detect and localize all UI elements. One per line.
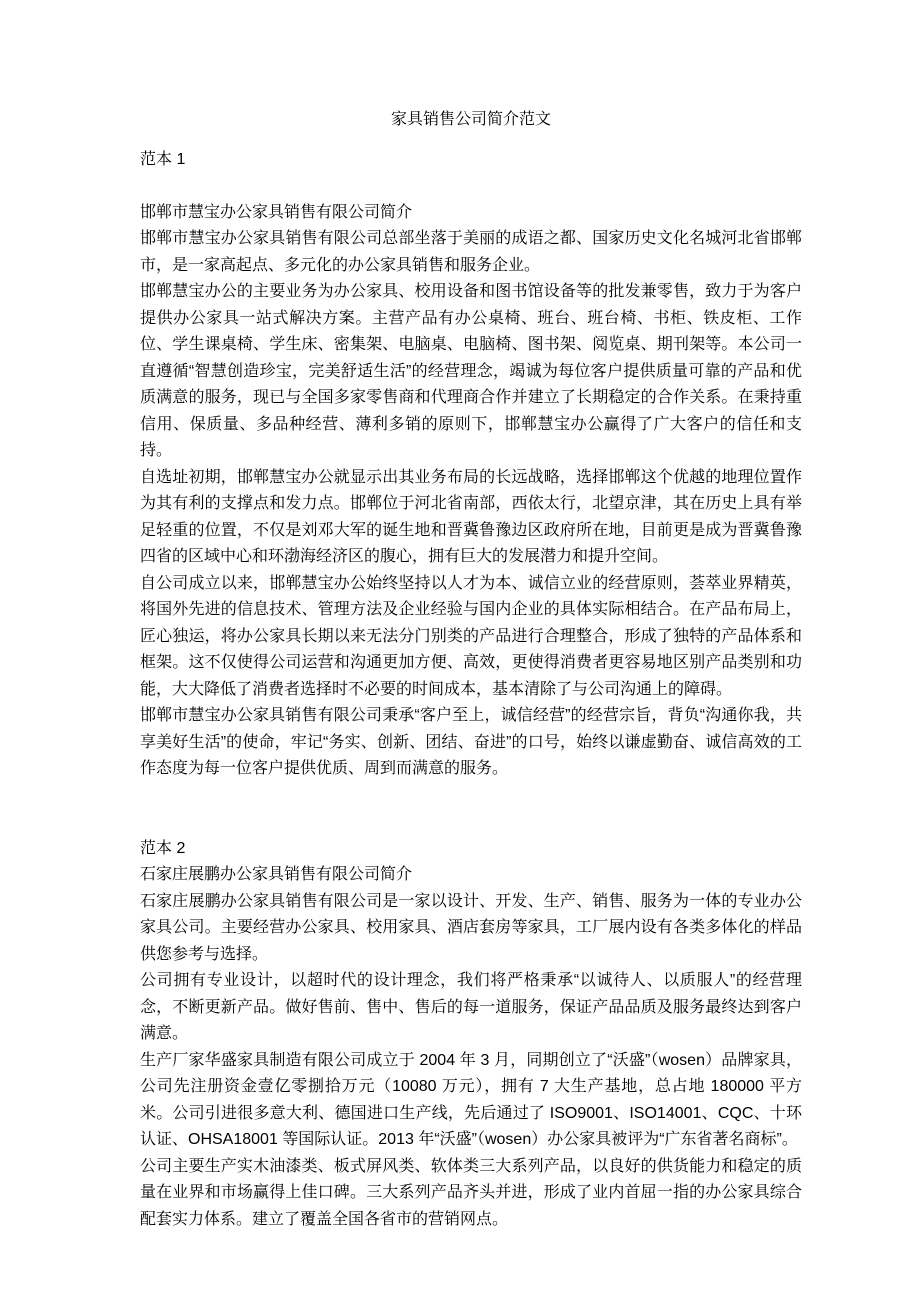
sample1-paragraph-2: 邯郸慧宝办公的主要业务为办公家具、校用设备和图书馆设备等的批发兼零售，致力于为客户提供办公家具一站式解决方案。主营产品有办公桌椅、班台、班台椅、书柜、铁皮柜、工作位、学生课桌椅、学生床、密集架、电脑桌、电脑椅、图书架、阅览桌、期刊架等。本公司一直遵循“智慧创造珍宝，完美舒适生活”的经营理念，竭诚为每位客户提供质量可靠的产品和优质满意的服务，现已与全国多家零售商和代理商合作并建立了长期稳定的合作关系。在秉持重信用、保质量、多品种经营、薄利多销的原则下，邯郸慧宝办公赢得了广大客户的信任和支持。	[140, 283, 802, 459]
sample2-paragraph-2: 公司拥有专业设计，以超时代的设计理念，我们将严格秉承“以诚待人、以质服人”的经营理念，不断更新产品。做好售前、售中、售后的每一道服务，保证产品品质及服务最终达到客户满意。	[140, 972, 802, 1042]
sample1-paragraph-1: 邯郸市慧宝办公家具销售有限公司总部坐落于美丽的成语之都、国家历史文化名城河北省邯郸市，是一家高起点、多元化的办公家具销售和服务企业。	[140, 230, 802, 274]
sample2-paragraph-3: 生产厂家华盛家具制造有限公司成立于 2004 年 3 月，同期创立了“沃盛”（wosen）品牌家具，公司先注册资金壹亿零捌拾万元（10080 万元），拥有 7 大生产基地，总占地 180000 平方米。公司引进很多意大利、德国进口生产线，先后通过了 ISO9001、ISO14001、CQC、十环认证、OHSA18001 等国际认证。2013 年“沃盛”（wosen）办公家具被评为“广东省著名商标”。	[140, 1051, 802, 1148]
sample1-paragraph-3: 自选址初期，邯郸慧宝办公就显示出其业务布局的长远战略，选择邯郸这个优越的地理位置作为其有利的支撑点和发力点。邯郸位于河北省南部，西依太行，北望京津，其在历史上具有举足轻重的位置，不仅是刘邓大军的诞生地和晋冀鲁豫边区政府所在地，目前更是成为晋冀鲁豫四省的区域中心和环渤海经济区的腹心，拥有巨大的发展潜力和提升空间。	[140, 468, 802, 565]
document-title: 家具销售公司简介范文	[390, 111, 551, 128]
blank-line	[140, 173, 802, 200]
sample1-label: 范本 1	[140, 150, 186, 168]
sample2-paragraph-1: 石家庄展鹏办公家具销售有限公司是一家以设计、开发、生产、销售、服务为一体的专业办公家具公司。主要经营办公家具、校用家具、酒店套房等家具，工厂展内设有各类多体化的样品供您参考与选择。	[140, 892, 802, 963]
sample2-heading: 石家庄展鹏办公家具销售有限公司简介	[140, 866, 413, 883]
sample1-paragraph-5: 邯郸市慧宝办公家具销售有限公司秉承“客户至上，诚信经营”的经营宗旨，背负“沟通你我，共享美好生活”的使命，牢记“务实、创新、团结、奋进”的口号，始终以谦虚勤奋、诚信高效的工作态度为每一位客户提供优质、周到而满意的服务。	[140, 707, 802, 777]
sample1-paragraph-4: 自公司成立以来，邯郸慧宝办公始终坚持以人才为本、诚信立业的经营原则，荟萃业界精英，将国外先进的信息技术、管理方法及企业经验与国内企业的具体实际相结合。在产品布局上，匠心独运，将办公家具长期以来无法分门别类的产品进行合理整合，形成了独特的产品体系和框架。这不仅使得公司运营和沟通更加方便、高效，更使得消费者更容易地区别产品类别和功能，大大降低了消费者选择时不必要的时间成本，基本清除了与公司沟通上的障碍。	[140, 574, 802, 698]
sample2-label: 范本 2	[140, 839, 186, 857]
blank-line	[140, 783, 802, 836]
sample2-paragraph-4: 公司主要生产实木油漆类、板式屏风类、软体类三大系列产品，以良好的供货能力和稳定的质量在业界和市场赢得上佳口碑。三大系列产品齐头并进，形成了业内首屈一指的办公家具综合配套实力体系。建立了覆盖全国各省市的营销网点。	[140, 1157, 802, 1228]
sample1-heading: 邯郸市慧宝办公家具销售有限公司简介	[140, 203, 413, 221]
